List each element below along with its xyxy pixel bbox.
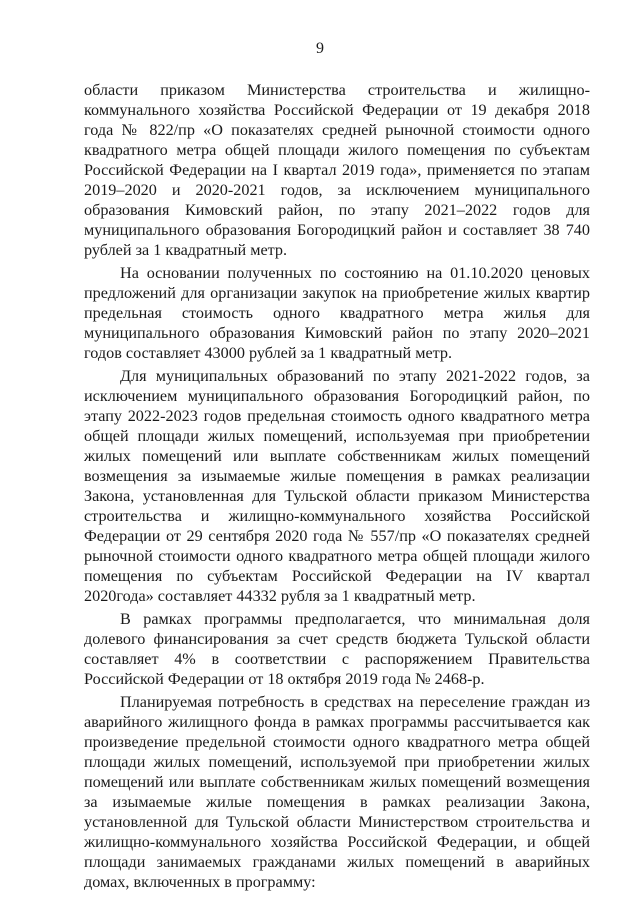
paragraph-cofinancing: В рамках программы предполагается, что минимальная доля долевого финансирования за счет средств бюджета Тульской области составляет 4% в соответствии с распоряжением Правительства Российской Федерации от 18 октября 2019 года № 2468-р. xyxy=(84,610,590,688)
page-number: 9 xyxy=(316,40,324,57)
paragraph-funding-need: Планируемая потребность в средствах на переселение граждан из аварийного жилищного фонда в рамках программы рассчитывается как произведение предельной стоимости одного квадратного метра общей площади жилых помещений, используемой при приобретении жилых помещений или выплате собственникам жилых помещений возмещения за изымаемые жилые помещения в рамках реализации Закона, установленной для Тульской области Министерством строительства и жилищно-коммунального хозяйства Российской Федерации, и общей площади занимаемых гражданами жилых помещений в аварийных домах, включенных в программу: xyxy=(84,693,590,891)
document-body xyxy=(84,80,590,892)
paragraph-municipal-price: Для муниципальных образований по этапу 2021-2022 годов, за исключением муниципального образования Богородицкий район, по этапу 2022-2023 годов предельная стоимость одного квадратного метра общей площади жилых помещений, используемая при приобретении жилых помещений или выплате собственникам жилых помещений возмещения за изымаемые жилые помещения в рамках реализации Закона, установленная для Тульской области приказом Министерства строительства и жилищно-коммунального хозяйства Российской Федерации от 29 сентября 2020 года № 557/пр «О показателях средней рыночной стоимости одного квадратного метра общей площади жилого помещения по субъектам Российской Федерации на IV квартал 2020года» составляет 44332 рубля за 1 квадратный метр. xyxy=(84,367,590,605)
paragraph-continuation: области приказом Министерства строительства и жилищно-коммунального хозяйства Российской Федерации от 19 декабря 2018 года № 822/пр «О показателях средней рыночной стоимости одного квадратного метра общей площади жилого помещения по субъектам Российской Федерации на I квартал 2019 года», применяется по этапам 2019–2020 и 2020-2021 годов, за исключением муниципального образования Кимовский район, по этапу 2021–2022 годов для муниципального образования Богородицкий район и составляет 38 740 рублей за 1 квадратный метр. xyxy=(84,81,590,259)
paragraph-kimovsky-price: На основании полученных по состоянию на 01.10.2020 ценовых предложений для организации закупок на приобретение жилых квартир предельная стоимость одного квадратного метра жилья для муниципального образования Кимовский район по этапу 2020–2021 годов составляет 43000 рублей за 1 квадратный метр. xyxy=(84,264,590,362)
